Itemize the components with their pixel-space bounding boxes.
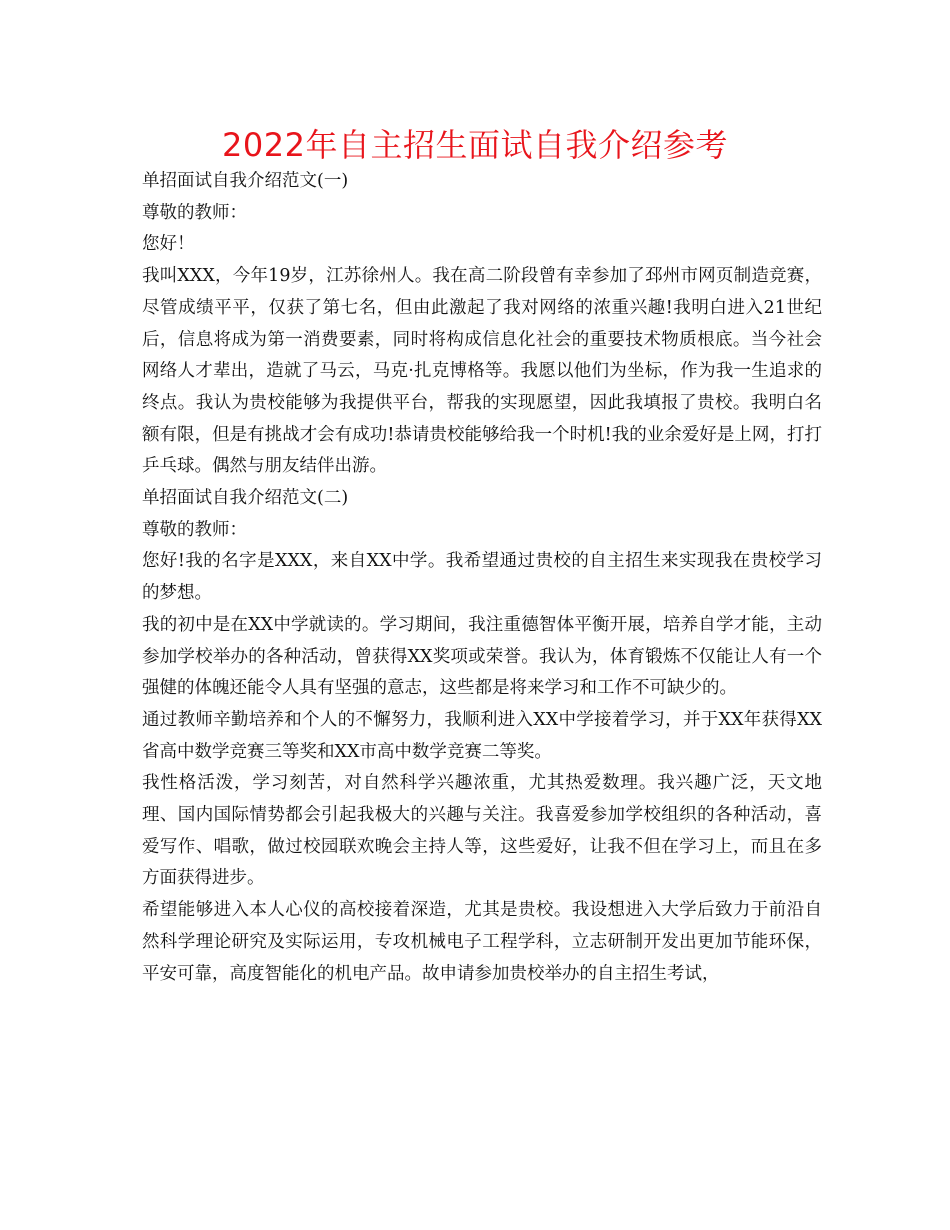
body-paragraph: 通过教师辛勤培养和个人的不懈努力，我顺利进入XX中学接着学习，并于XX年获得XX省高中数学竞赛三等奖和XX市高中数学竞赛二等奖。 [142, 709, 822, 762]
body-paragraph: 我的初中是在XX中学就读的。学习期间，我注重德智体平衡开展，培养自学才能，主动参加学校举办的各种活动，曾获得XX奖项或荣誉。我认为，体育锻炼不仅能让人有一个强健的体魄还能令人具有坚强的意志，这些都是将来学习和工作不可缺少的。 [142, 614, 822, 699]
salutation: 尊敬的教师： [142, 519, 247, 540]
body-paragraph: 我叫XXX，今年19岁，江苏徐州人。我在高二阶段曾有幸参加了邳州市网页制造竞赛，尽管成绩平平，仅获了第七名，但由此激起了我对网络的浓重兴趣!我明白进入21世纪后，信息将成为第一消费要素，同时将构成信息化社会的重要技术物质根底。当今社会网络人才辈出，造就了马云，马克·扎克博格等。我愿以他们为坐标，作为我一生追求的终点。我认为贵校能够为我提供平台，帮我的实现愿望，因此我填报了贵校。我明白名额有限，但是有挑战才会有成功!恭请贵校能够给我一个时机!我的业余爱好是上网，打打乒乓球。偶然与朋友结伴出游。 [142, 266, 822, 477]
document-body [142, 166, 822, 990]
greeting: 您好！ [142, 234, 195, 255]
body-paragraph: 希望能够进入本人心仪的高校接着深造，尤其是贵校。我设想进入大学后致力于前沿自然科学理论研究及实际运用，专攻机械电子工程学科，立志研制开发出更加节能环保，平安可靠，高度智能化的机电产品。故申请参加贵校举办的自主招生考试， [142, 900, 822, 984]
body-paragraph: 我性格活泼，学习刻苦，对自然科学兴趣浓重，尤其热爱数理。我兴趣广泛，天文地理、国内国际情势都会引起我极大的兴趣与关注。我喜爱参加学校组织的各种活动，喜爱写作、唱歌，做过校园联欢晚会主持人等，这些爱好，让我不但在学习上，而且在多方面获得进步。 [142, 773, 822, 889]
document-title: 2022年自主招生面试自我介绍参考 [222, 126, 728, 164]
section-heading-1: 单招面试自我介绍范文(一) [142, 171, 349, 191]
salutation: 尊敬的教师： [142, 202, 247, 223]
body-paragraph: 您好!我的名字是XXX，来自XX中学。我希望通过贵校的自主招生来实现我在贵校学习的梦想。 [142, 551, 822, 604]
section-heading-2: 单招面试自我介绍范文(二) [142, 488, 349, 509]
